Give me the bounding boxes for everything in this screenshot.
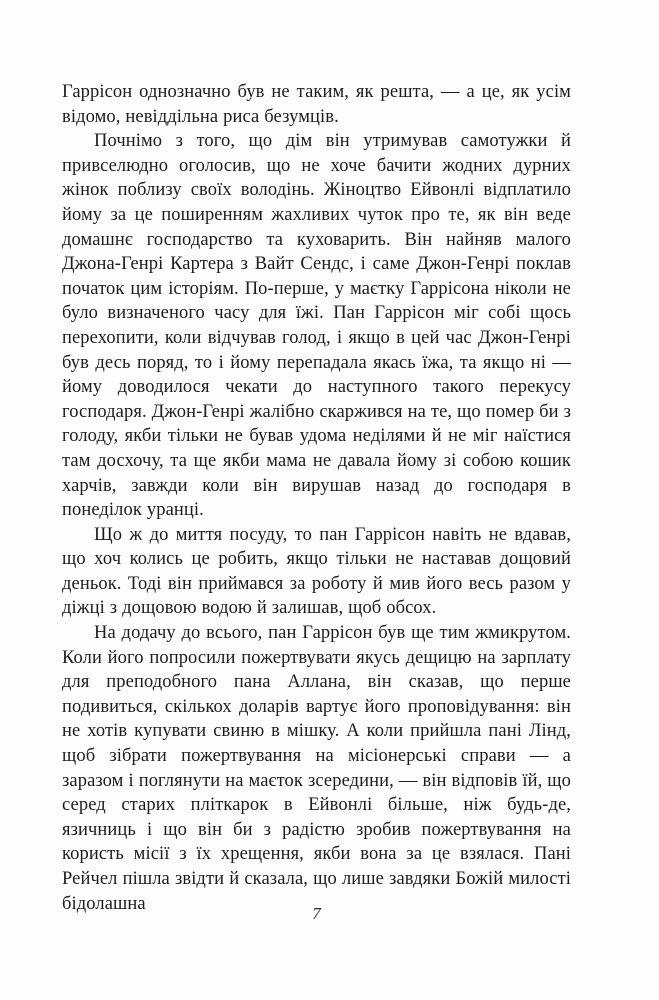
paragraph-continuation: Гаррісон однозначно був не таким, як решта, — а це, як усім відомо, невіддільна риса безумців.	[62, 82, 571, 127]
page-number: 7	[312, 904, 321, 923]
paragraph: Почнімо з того, що дім він утримував самотужки й привселюдно оголосив, що не хоче бачити жодних дурних жінок поблизу своїх володінь. Жіноцтво Ейвонлі відплатило йому за це поширенням жахливих чуток про те, як він веде домашнє господарство та куховарить. Він найняв малого Джона-Генрі Картера з Вайт Сендс, і саме Джон-Генрі поклав початок цим історіям. По-перше, у маєтку Гаррісона ніколи не було визначеного часу для їжі. Пан Гаррісон міг собі щось перехопити, коли відчував голод, і якщо в цей час Джон-Генрі був десь поряд, то і йому перепадала якась їжа, та якщо ні — йому доводилося чекати до наступного такого перекусу господаря. Джон-Генрі жалібно скаржився на те, що помер би з голоду, якби тільки не бував удома неділями й не міг наїстися там досхочу, та ще якби мама не давала йому зі собою кошик харчів, завжди коли він вирушав назад до господаря в понеділок уранці.	[62, 131, 571, 521]
paragraph: Що ж до миття посуду, то пан Гаррісон навіть не вдавав, що хоч колись це робить, якщо тільки не наставав дощовий деньок. Тоді він приймався за роботу й мив його весь разом у діжці з дощовою водою й залишав, щоб обсох.	[62, 524, 571, 619]
paragraph: На додачу до всього, пан Гаррісон був ще тим жмикрутом. Коли його попросили пожертвувати якусь дещицю на зарплату для преподобного пана Аллана, він сказав, що перше подивиться, скількох доларів вартує його проповідування: він не хотів купувати свиню в мішку. А коли прийшла пані Лінд, щоб зібрати пожертвування на місіонерські справи — а заразом і поглянути на маєток зсередини, — він відповів їй, що серед старих пліткарок в Ейвонлі більше, ніж будь-де, язичниць і що він би з радістю зробив пожертвування на користь місії з їх хрещення, якби вона за це взялася. Пані Рейчел пішла звідти й сказала, що лише завдяки Божій милості бідолашна	[62, 623, 571, 914]
page-text-block	[62, 80, 571, 916]
